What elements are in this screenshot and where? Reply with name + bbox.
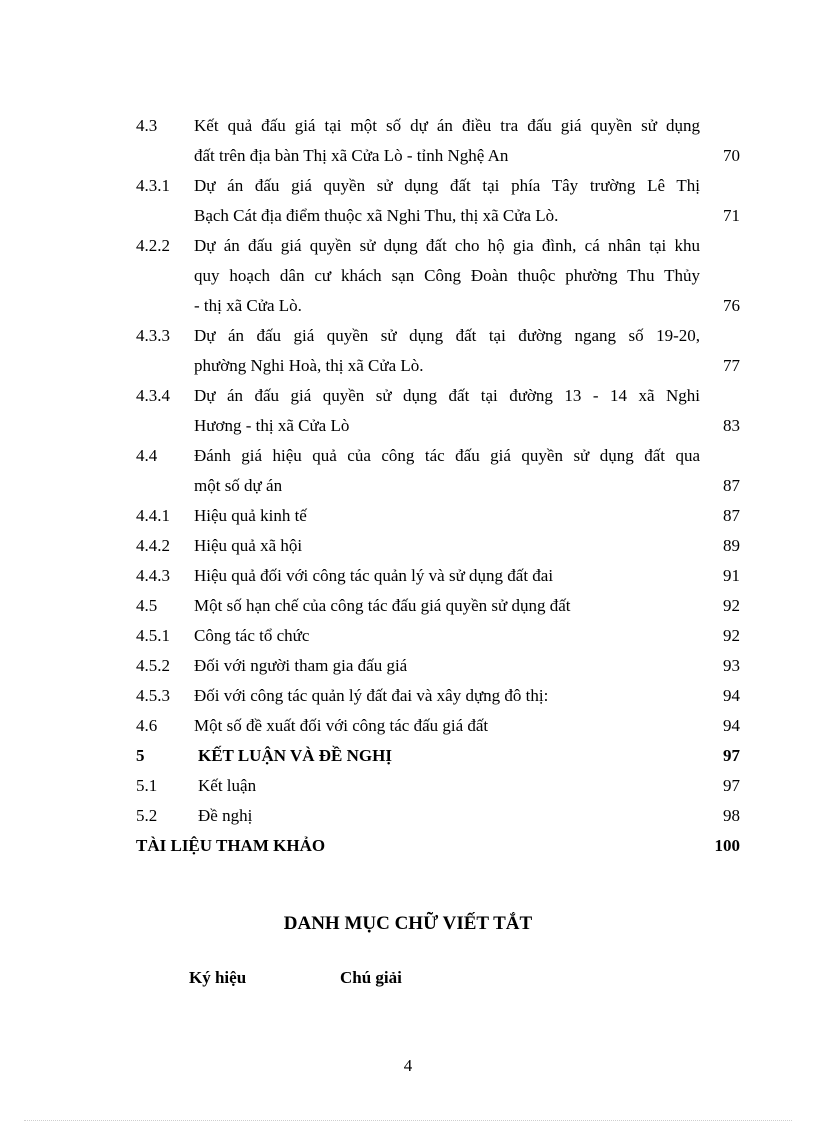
toc-entry-title: Công tác tổ chức — [194, 626, 310, 645]
toc-entry-page: 87 — [723, 506, 740, 525]
abbreviation-symbol-column-header: Ký hiệu — [189, 968, 247, 987]
toc-entry — [136, 171, 740, 231]
toc-entry-number: 4.4.1 — [136, 506, 170, 525]
toc-entry — [136, 591, 740, 621]
toc-chapter-number: 5 — [136, 746, 145, 765]
toc-entry-page: 71 — [723, 206, 740, 225]
toc-entry — [136, 621, 740, 651]
toc-entry-number: 4.5.1 — [136, 626, 170, 645]
page-bottom-divider — [24, 1120, 792, 1121]
toc-entry — [136, 771, 740, 801]
toc-entry-page: 97 — [723, 776, 740, 795]
toc-entry-title: Đối với người tham gia đấu giá — [194, 656, 408, 675]
toc-entry-page: 89 — [723, 536, 740, 555]
toc-entry-line: Đánh giá hiệu quả của công tác đấu giá quyền sử dụng đất qua — [194, 446, 700, 465]
toc-references-page: 100 — [714, 836, 740, 855]
toc-entry — [136, 381, 740, 441]
toc-entry — [136, 801, 740, 831]
toc-entry-line: Dự án đấu giá quyền sử dụng đất tại đường ngang số 19-20, — [194, 326, 700, 345]
toc-entry-title: Một số hạn chế của công tác đấu giá quyền sử dụng đất — [194, 596, 571, 615]
toc-entry-number: 4.5 — [136, 596, 158, 615]
toc-entry-page: 83 — [723, 416, 740, 435]
toc-entry-line: Kết quả đấu giá tại một số dự án điều tra đấu giá quyền sử dụng — [194, 116, 700, 135]
toc-entry-number: 4.4 — [136, 446, 158, 465]
toc-entry-number: 4.3.3 — [136, 326, 170, 345]
toc-entry — [136, 501, 740, 531]
toc-entry — [136, 531, 740, 561]
toc-entry-title: Hiệu quả kinh tế — [194, 506, 307, 525]
toc-entry-number: 4.5.3 — [136, 686, 170, 705]
page-number: 4 — [403, 1056, 413, 1075]
abbreviation-meaning-column-header: Chú giải — [340, 968, 402, 987]
toc-entry-page: 70 — [723, 146, 740, 165]
toc-entry-number: 4.4.2 — [136, 536, 170, 555]
toc-entry-number: 4.4.3 — [136, 566, 170, 585]
toc-entry-number: 5.1 — [136, 776, 158, 795]
toc-references-title: TÀI LIỆU THAM KHẢO — [136, 836, 326, 855]
toc-entry-title: Kết luận — [198, 776, 257, 795]
toc-chapter-page: 97 — [723, 746, 740, 765]
toc-entry-number: 4.2.2 — [136, 236, 170, 255]
toc-entry-number: 4.6 — [136, 716, 158, 735]
toc-entry-number: 4.3 — [136, 116, 158, 135]
toc-entry-number: 5.2 — [136, 806, 158, 825]
toc-entry-title: Bạch Cát địa điểm thuộc xã Nghi Thu, thị xã Cửa Lò. — [194, 206, 559, 225]
toc-entry-title: Hiệu quả đối với công tác quản lý và sử dụng đất đai — [194, 566, 554, 585]
toc-entry-title: đất trên địa bàn Thị xã Cửa Lò - tỉnh Nghệ An — [194, 146, 509, 165]
toc-entry-line: Dự án đấu giá quyền sử dụng đất tại đường 13 - 14 xã Nghi — [194, 386, 700, 405]
toc-entry-page: 87 — [723, 476, 740, 495]
toc-entry-title: Hương - thị xã Cửa Lò — [194, 416, 350, 435]
toc-entry-title: Đối với công tác quản lý đất đai và xây dựng đô thị: — [194, 686, 549, 705]
toc-entry-page: 94 — [723, 716, 740, 735]
toc-entry — [136, 681, 740, 711]
toc-entry-page: 92 — [723, 596, 740, 615]
toc-entry-number: 4.5.2 — [136, 656, 170, 675]
table-of-contents — [136, 111, 740, 861]
toc-entry — [136, 651, 740, 681]
toc-entry — [136, 561, 740, 591]
toc-entry — [136, 231, 740, 321]
toc-references-entry — [136, 831, 740, 861]
abbreviations-heading: DANH MỤC CHỮ VIẾT TẮT — [283, 913, 533, 934]
toc-entry — [136, 441, 740, 501]
toc-entry — [136, 321, 740, 381]
toc-entry-page: 92 — [723, 626, 740, 645]
toc-entry-title: một số dự án — [194, 476, 283, 495]
toc-entry-line: quy hoạch dân cư khách sạn Công Đoàn thuộc phường Thu Thủy — [194, 266, 700, 285]
toc-entry-page: 91 — [723, 566, 740, 585]
toc-chapter-title: KẾT LUẬN VÀ ĐỀ NGHỊ — [198, 746, 392, 765]
toc-entry-title: Một số đề xuất đối với công tác đấu giá đất — [194, 716, 489, 735]
toc-entry-page: 76 — [723, 296, 740, 315]
toc-entry-page: 98 — [723, 806, 740, 825]
toc-entry-page: 94 — [723, 686, 740, 705]
toc-entry-title: Đề nghị — [198, 806, 253, 825]
toc-entry-number: 4.3.1 — [136, 176, 170, 195]
toc-entry-title: Hiệu quả xã hội — [194, 536, 303, 555]
toc-entry-line: Dự án đấu giá quyền sử dụng đất cho hộ gia đình, cá nhân tại khu — [194, 236, 700, 255]
toc-entry-line: Dự án đấu giá quyền sử dụng đất tại phía Tây trường Lê Thị — [194, 176, 700, 195]
toc-chapter-entry — [136, 741, 740, 771]
toc-entry-number: 4.3.4 — [136, 386, 170, 405]
toc-entry-page: 77 — [723, 356, 740, 375]
toc-entry-page: 93 — [723, 656, 740, 675]
toc-entry — [136, 711, 740, 741]
toc-entry-title: - thị xã Cửa Lò. — [194, 296, 302, 315]
toc-entry — [136, 111, 740, 171]
toc-entry-title: phường Nghi Hoà, thị xã Cửa Lò. — [194, 356, 424, 375]
